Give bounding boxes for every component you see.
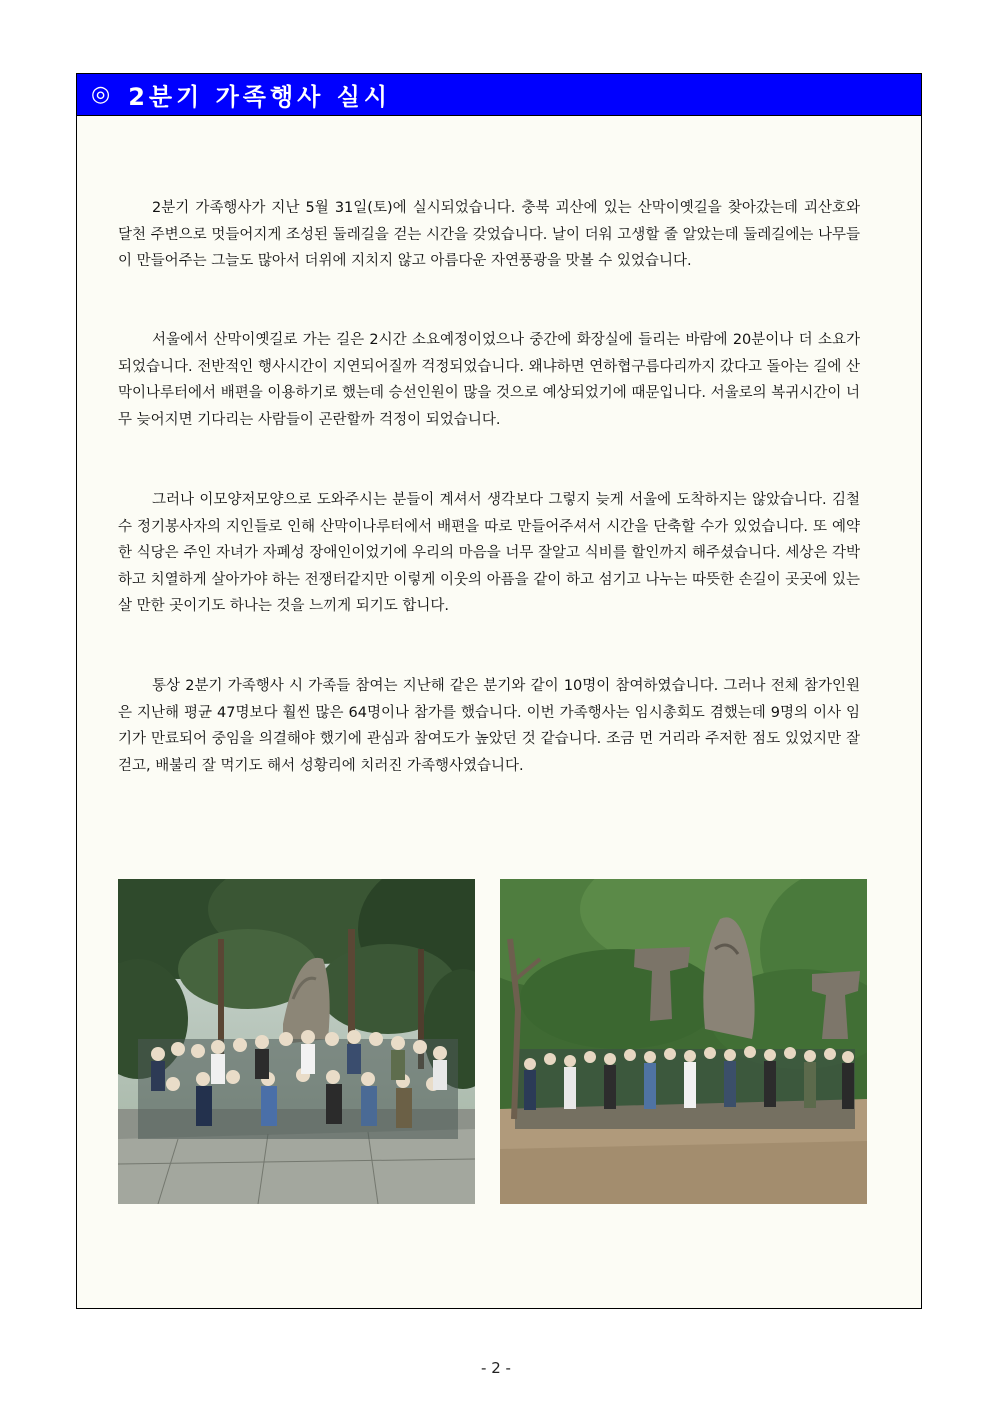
section-header (76, 73, 922, 116)
group-photo-monument (118, 879, 475, 1204)
circle-mark-icon: ◎ (91, 82, 111, 107)
page-number: - 2 - (481, 1359, 511, 1377)
paragraph-1: 2분기 가족행사가 지난 5월 31일(토)에 실시되었습니다. 충북 괴산에 있는 산막이옛길을 찾아갔는데 괴산호와 달천 주변으로 멋들어지게 조성된 둘레길을 걷는 시간을 갖었습니다. 날이 더워 고생할 줄 알았는데 둘레길에는 나무들이 만들어주는 그늘도 많아서 더위에 지치지 않고 아름다운 자연풍광을 맛볼 수 있었습니다. (118, 200, 860, 269)
group-photo-rock-formations (500, 879, 867, 1204)
section-title: 2분기 가족행사 실시 (128, 83, 392, 111)
paragraph-4: 통상 2분기 가족행사 시 가족들 참여는 지난해 같은 분기와 같이 10명이 참여하였습니다. 그러나 전체 참가인원은 지난해 평균 47명보다 훨씬 많은 64명이나 참가를 했습니다. 이번 가족행사는 임시총회도 겸했는데 9명의 이사 임기가 만료되어 중임을 의결해야 했기에 관심과 참여도가 높았던 것 같습니다. 조금 먼 거리라 주저한 점도 있었지만 잘 걷고, 배불리 잘 먹기도 해서 성황리에 치러진 가족행사였습니다. (118, 678, 860, 774)
paragraph-2: 서울에서 산막이옛길로 가는 길은 2시간 소요예정이었으나 중간에 화장실에 들리는 바람에 20분이나 더 소요가 되었습니다. 전반적인 행사시간이 지연되어질까 걱정되었습니다. 왜냐하면 연하협구름다리까지 갔다고 돌아는 길에 산막이나루터에서 배편을 이용하기로 했는데 승선인원이 많을 것으로 예상되었기에 때문입니다. 서울로의 복귀시간이 너무 늦어지면 기다리는 사람들이 곤란할까 걱정이 되었습니다. (118, 332, 860, 428)
paragraph-3: 그러나 이모양저모양으로 도와주시는 분들이 계셔서 생각보다 그렇지 늦게 서울에 도착하지는 않았습니다. 김철수 정기봉사자의 지인들로 인해 산막이나루터에서 배편을 따로 만들어주셔서 시간을 단축할 수가 있었습니다. 또 예약한 식당은 주인 자녀가 자폐성 장애인이었기에 우리의 마음을 너무 잘알고 식비를 할인까지 해주셨습니다. 세상은 각박하고 치열하게 살아가야 하는 전쟁터같지만 이렇게 이웃의 아픔을 같이 하고 섬기고 나누는 따뜻한 손길이 곳곳에 있는 살 만한 곳이기도 하나는 것을 느끼게 되기도 합니다. (118, 492, 860, 614)
